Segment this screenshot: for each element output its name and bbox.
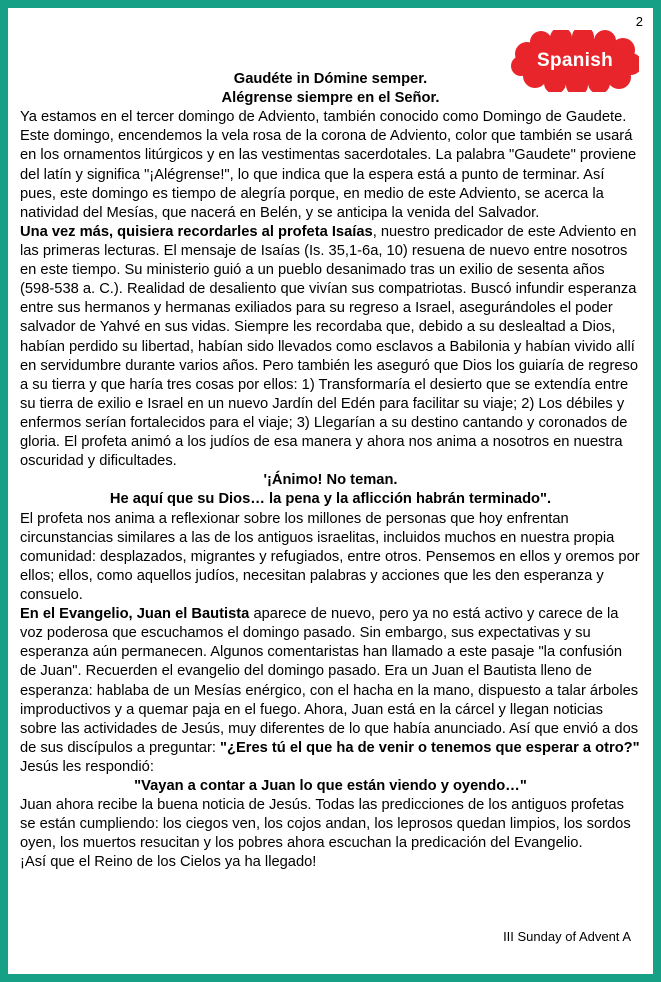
paragraph-4-rest: aparece de nuevo, pero ya no está activo y carece de la voz poderosa que escuchamos el domingo pasado. Sin embargo, sus expectativas y su esperanza aún permanecen. Algunos comentaristas han llamado a este pasaje "la confusión de Juan". Recuerden el evangelio del domingo pasado. Era un Juan el Bautista lleno de esperanza: hablaba de un Mesías enérgico, con el hacha en la mano, dispuesto a talar árboles improductivos y a quemar paja en el fuego. Ahora, Juan está en la cárcel y llegan noticias sobre las actividades de Jesús, muy diferentes de lo que había anunciado. Así que envió a dos de sus discípulos a preguntar: (20, 606, 639, 756)
language-badge (511, 30, 639, 92)
paragraph-2-lead: Una vez más, quisiera recordarles al profeta Isaías (20, 223, 373, 240)
paragraph-4-quote: "¿Eres tú el que ha de venir o tenemos que esperar a otro?" (220, 739, 640, 756)
paragraph-4-lead: En el Evangelio, Juan el Bautista (20, 606, 250, 623)
document-page (8, 8, 653, 974)
paragraph-3: El profeta nos anima a reflexionar sobre los millones de personas que hoy enfrentan circunstancias similares a las de los antiguos israelitas, incluidos muchos en nuestra propia comunidad: desplazados, migrantes y refugiados, entre otros. Pensemos en ellos y oremos por ellos; ellos, como aquellos judíos, necesitan palabras y acciones que les den esperanza y consuelo. (20, 510, 640, 603)
document-footer: III Sunday of Advent A (503, 929, 631, 944)
heading-line-1: Gaudéte in Dómine semper. (233, 71, 428, 87)
paragraph-6: Juan ahora recibe la buena noticia de Jesús. Todas las predicciones de los antiguos profetas se están cumpliendo: los ciegos ven, los cojos andan, los leprosos quedan limpios, los sordos oyen, los muertos resucitan y los pobres ahora escuchan la predicación del Evangelio. (20, 797, 631, 852)
language-badge-label: Spanish (536, 50, 613, 71)
quote-1-line-2: He aquí que su Dios… la pena y la aflicción habrán terminado". (109, 491, 552, 508)
quote-2: "Vayan a contar a Juan lo que están viendo y oyendo…" (134, 778, 527, 795)
paragraph-1: Ya estamos en el tercer domingo de Adviento, también conocido como Domingo de Gaudete. Este domingo, encendemos la vela rosa de la corona de Adviento, color que también se usará en los ornamentos litúrgicos y en las vestimentas sacerdotales. La palabra "Gaudete" proviene del latín y significa "¡Alégrense!", lo que indica que la espera está a punto de terminar. Así pues, este domingo es tiempo de alegría porque, en medio de este Adviento, se acerca la natividad del Mesías, que nacerá en Belén, y se anticipa la venida del Salvador. (20, 109, 637, 221)
paragraph-2 (20, 223, 641, 471)
heading-line-2: Alégrense siempre en el Señor. (221, 90, 440, 107)
paragraph-2-rest: , nuestro predicador de este Adviento en las primeras lecturas. El mensaje de Isaías (Is. 35,1-6a, 10) resuena de nuevo entre nosotros en este tiempo. Su ministerio guió a un pueblo desanimado tras un exilio de sesenta años (598-538 a. C.). Realidad de desaliento que vivían sus compatriotas. Buscó infundir esperanza entre sus hermanos y hermanas exiliados para su regreso a Israel, asegurándoles el poder salvador de Yahvé en sus vidas. Siempre les recordaba que, debido a su deslealtad a Dios, habían perdido su libertad, habían sido llevados como esclavos a Babilonia y habían vivido allí en servidumbre durante varios años. Pero también les aseguró que Dios los guiaría de regreso a su tierra y que haría tres cosas por ellos: 1) Transformaría el desierto que se extendía entre su tierra de exilio e Israel en un nuevo Jardín del Edén para facilitar su viaje; 2) Los débiles y enfermos serían fortalecidos para el viaje; 3) Llegarían a su destino cantando y coronados de gloria. El profeta animó a los judíos de esa manera y ahora nos anima a nosotros en nuestra oscuridad y dificultades. (20, 223, 639, 470)
page-number: 2 (635, 14, 643, 29)
paragraph-4 (20, 605, 641, 758)
paragraph-5: Jesús les respondió: (20, 758, 154, 775)
paragraph-7: ¡Así que el Reino de los Cielos ya ha llegado! (20, 854, 317, 871)
quote-1-line-1: '¡Ánimo! No teman. (263, 472, 398, 489)
document-body (20, 70, 641, 873)
